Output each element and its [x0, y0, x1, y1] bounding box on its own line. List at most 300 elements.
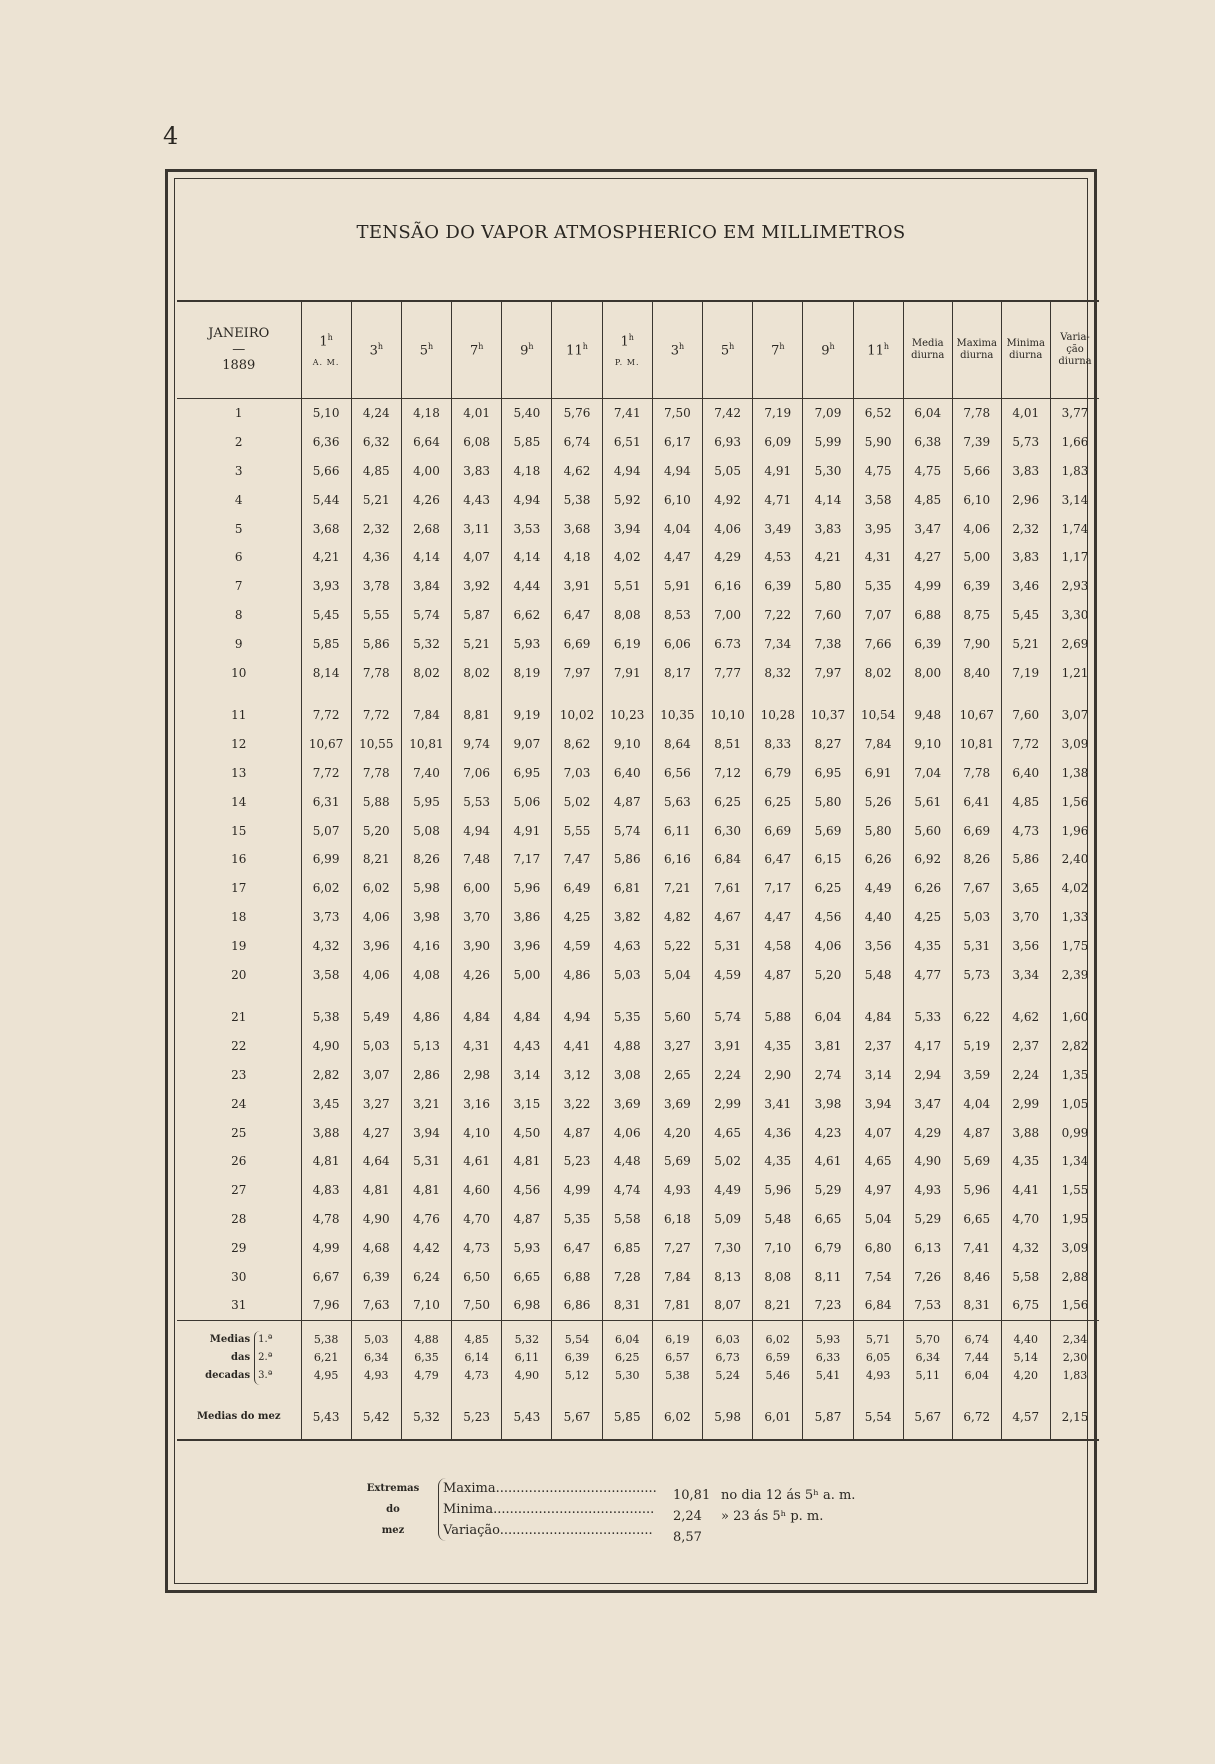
value-cell: 6,88 — [903, 601, 952, 630]
value-cell: 4,06 — [351, 903, 401, 932]
value-cell: 5,66 — [952, 457, 1001, 486]
month-average-value: 5,54 — [853, 1395, 903, 1440]
value-cell: 6,50 — [452, 1262, 502, 1291]
value-cell: 6,08 — [452, 428, 502, 457]
value-cell: 4,65 — [703, 1118, 753, 1147]
value-cell: 8,62 — [552, 730, 602, 759]
value-cell: 8,00 — [903, 658, 952, 687]
decade-value: 6,02 — [765, 1332, 791, 1346]
month-average-value: 5,32 — [401, 1395, 451, 1440]
value-cell: 6,24 — [401, 1262, 451, 1291]
value-cell: 4,75 — [903, 457, 952, 486]
value-cell: 4,06 — [351, 960, 401, 989]
hour-label — [503, 342, 550, 358]
day-cell: 30 — [231, 1269, 247, 1284]
value-cell: 7,39 — [952, 428, 1001, 457]
value-cell: 8,31 — [952, 1291, 1001, 1320]
decade-value: 4,90 — [514, 1368, 540, 1382]
value-cell: 5,29 — [803, 1176, 853, 1205]
decade-value: 6,39 — [564, 1350, 590, 1364]
value-cell: 5,58 — [1001, 1262, 1050, 1291]
spacer-cell — [351, 687, 401, 701]
decade-value: 6,03 — [715, 1332, 740, 1346]
value-cell: 5,30 — [803, 457, 853, 486]
value-cell: 7,60 — [1001, 701, 1050, 730]
value-cell: 2,39 — [1050, 960, 1099, 989]
value-cell: 6,10 — [652, 485, 702, 514]
extremes-label-1: Extremas — [366, 1483, 420, 1494]
value-cell: 2,93 — [1050, 572, 1099, 601]
value-cell: 3,58 — [853, 485, 903, 514]
value-cell: 4,23 — [803, 1118, 853, 1147]
hour-label — [604, 333, 651, 349]
value-cell: 4,94 — [502, 485, 552, 514]
value-cell: 6,39 — [753, 572, 803, 601]
value-cell: 6,40 — [1001, 759, 1050, 788]
value-cell: 4,01 — [1001, 399, 1050, 428]
value-cell: 3,53 — [502, 514, 552, 543]
value-cell: 6,69 — [552, 629, 602, 658]
value-cell: 6,11 — [652, 816, 702, 845]
decade-value-cell — [502, 1320, 552, 1395]
value-cell: 4,87 — [602, 787, 652, 816]
value-cell: 4,63 — [602, 931, 652, 960]
value-cell: 3,46 — [1001, 572, 1050, 601]
spacer-cell — [552, 687, 602, 701]
value-cell: 6,56 — [652, 759, 702, 788]
value-cell: 10,10 — [703, 701, 753, 730]
value-cell: 2,37 — [853, 1032, 903, 1061]
vapor-tension-table — [177, 300, 1099, 1441]
spacer-cell — [1050, 989, 1099, 1003]
decade-value: 6,19 — [665, 1332, 690, 1346]
value-cell: 7,47 — [552, 845, 602, 874]
value-cell: 4,86 — [401, 1003, 451, 1032]
month-average-value: 5,87 — [803, 1395, 853, 1440]
hour-header — [602, 301, 652, 399]
hour-label — [804, 342, 851, 358]
spacer-cell — [1001, 989, 1050, 1003]
decade-value: 6,04 — [614, 1332, 640, 1346]
value-cell: 4,61 — [803, 1147, 853, 1176]
decade-value: 4,20 — [1013, 1368, 1038, 1382]
month-header — [177, 301, 301, 399]
value-cell: 7,17 — [502, 845, 552, 874]
value-cell: 6,00 — [452, 874, 502, 903]
value-cell: 2,94 — [903, 1061, 952, 1090]
table-row — [177, 1262, 1099, 1291]
value-cell: 3,07 — [1050, 701, 1099, 730]
value-cell: 5,86 — [351, 629, 401, 658]
value-cell: 4,99 — [552, 1176, 602, 1205]
spacer-row — [177, 989, 1099, 1003]
decade-value-cell — [351, 1320, 401, 1395]
value-cell: 1,83 — [1050, 457, 1099, 486]
value-cell: 4,68 — [351, 1233, 401, 1262]
page-title: TENSÃO DO VAPOR ATMOSPHERICO EM MILLIMETROS — [356, 222, 906, 243]
value-cell: 6,95 — [502, 759, 552, 788]
value-cell: 5,44 — [301, 485, 351, 514]
value-cell: 4,18 — [401, 399, 451, 428]
value-cell: 8,19 — [502, 658, 552, 687]
value-cell: 5,35 — [552, 1205, 602, 1234]
decade-value: 6,21 — [313, 1350, 339, 1364]
spacer-cell — [1001, 687, 1050, 701]
day-cell: 28 — [231, 1211, 247, 1226]
value-cell: 4,76 — [401, 1205, 451, 1234]
value-cell: 4,61 — [452, 1147, 502, 1176]
value-cell: 3,68 — [301, 514, 351, 543]
value-cell: 7,84 — [853, 730, 903, 759]
table-wrap — [177, 300, 1091, 1441]
value-cell: 2,82 — [1050, 1032, 1099, 1061]
value-cell: 4,62 — [552, 457, 602, 486]
value-cell: 4,84 — [502, 1003, 552, 1032]
value-cell: 4,21 — [803, 543, 853, 572]
decade-value: 4,85 — [464, 1332, 489, 1346]
value-cell: 3,77 — [1050, 399, 1099, 428]
value-cell: 5,32 — [401, 629, 451, 658]
hour-header — [502, 301, 552, 399]
decade-value-cell — [753, 1320, 803, 1395]
decade-value: 6,14 — [464, 1350, 489, 1364]
value-cell: 7,41 — [602, 399, 652, 428]
hour-number: 7 — [469, 343, 479, 359]
value-cell: 4,08 — [401, 960, 451, 989]
value-cell: 6,36 — [301, 428, 351, 457]
value-cell: 3,41 — [753, 1089, 803, 1118]
day-cell: 26 — [231, 1154, 247, 1169]
table-row — [177, 572, 1099, 601]
value-cell: 5,60 — [652, 1003, 702, 1032]
decade-value: 6,11 — [514, 1350, 540, 1364]
value-cell: 1,74 — [1050, 514, 1099, 543]
spacer-cell — [401, 687, 451, 701]
value-cell: 5,29 — [903, 1205, 952, 1234]
value-cell: 2,88 — [1050, 1262, 1099, 1291]
value-cell: 4,07 — [853, 1118, 903, 1147]
value-cell: 4,06 — [803, 931, 853, 960]
value-cell: 5,90 — [853, 428, 903, 457]
value-cell: 8,27 — [803, 730, 853, 759]
value-cell: 5,53 — [452, 787, 502, 816]
value-cell: 5,07 — [301, 816, 351, 845]
value-cell: 4,43 — [502, 1032, 552, 1061]
value-cell: 4,78 — [301, 1205, 351, 1234]
value-cell: 2,90 — [753, 1061, 803, 1090]
table-row — [177, 787, 1099, 816]
value-cell: 6,86 — [552, 1291, 602, 1320]
table-row — [177, 931, 1099, 960]
value-cell: 5,80 — [803, 572, 853, 601]
day-cell: 17 — [231, 881, 247, 896]
spacer-cell — [452, 687, 502, 701]
spacer-cell — [703, 989, 753, 1003]
media-diurna-header: Media diurna — [903, 301, 952, 399]
value-cell: 5,85 — [301, 629, 351, 658]
value-cell: 5,04 — [652, 960, 702, 989]
value-cell: 5,06 — [502, 787, 552, 816]
value-cell: 4,04 — [952, 1089, 1001, 1118]
decade-value: 5,93 — [815, 1332, 841, 1346]
value-cell: 2,68 — [401, 514, 451, 543]
value-cell: 1,34 — [1050, 1147, 1099, 1176]
value-cell: 2,40 — [1050, 845, 1099, 874]
value-cell: 4,77 — [903, 960, 952, 989]
day-cell: 21 — [231, 1010, 247, 1025]
value-cell: 6,65 — [502, 1262, 552, 1291]
extremes-rows — [438, 1478, 856, 1545]
hour-header — [853, 301, 903, 399]
value-cell: 3,07 — [351, 1061, 401, 1090]
value-cell: 3,78 — [351, 572, 401, 601]
value-cell: 6,26 — [853, 845, 903, 874]
extreme-value: 10,81 — [673, 1488, 711, 1503]
hour-number: 7 — [771, 343, 780, 359]
value-cell: 6,95 — [803, 759, 853, 788]
minima-diurna-header: Minima diurna — [1001, 301, 1050, 399]
value-cell: 4,84 — [452, 1003, 502, 1032]
spacer-cell — [853, 687, 903, 701]
value-cell: 1,75 — [1050, 931, 1099, 960]
value-cell: 2,82 — [301, 1061, 351, 1090]
day-cell: 3 — [234, 463, 243, 478]
spacer-cell — [552, 989, 602, 1003]
value-cell: 4,81 — [351, 1176, 401, 1205]
value-cell: 4,75 — [853, 457, 903, 486]
value-cell: 5,96 — [952, 1176, 1001, 1205]
value-cell: 4,74 — [602, 1176, 652, 1205]
extreme-value: 8,57 — [673, 1530, 702, 1545]
value-cell: 4,99 — [903, 572, 952, 601]
value-cell: 5,03 — [602, 960, 652, 989]
value-cell: 7,53 — [903, 1291, 952, 1320]
value-cell: 5,13 — [401, 1032, 451, 1061]
value-cell: 3,27 — [652, 1032, 702, 1061]
extreme-desc: no dia 12 ás 5ʰ a. m. — [721, 1488, 856, 1503]
spacer-cell — [177, 989, 301, 1003]
value-cell: 6,74 — [552, 428, 602, 457]
value-cell: 6,26 — [903, 874, 952, 903]
month-average-row — [177, 1395, 1099, 1440]
decade-value: 6,25 — [614, 1350, 640, 1364]
value-cell: 4,87 — [502, 1205, 552, 1234]
table-row — [177, 730, 1099, 759]
value-cell: 3,90 — [452, 931, 502, 960]
value-cell: 5,21 — [452, 629, 502, 658]
value-cell: 7,21 — [652, 874, 702, 903]
value-cell: 9,10 — [602, 730, 652, 759]
value-cell: 8,33 — [753, 730, 803, 759]
hour-number: 11 — [867, 343, 884, 359]
decade-value-cell — [301, 1320, 351, 1395]
value-cell: 3,69 — [602, 1089, 652, 1118]
day-cell: 31 — [231, 1298, 247, 1313]
day-cell: 20 — [231, 967, 247, 982]
table-row — [177, 1003, 1099, 1032]
value-cell: 7,91 — [602, 658, 652, 687]
decade-label — [205, 1331, 250, 1385]
day-cell: 1 — [234, 406, 243, 421]
decade-value-cell — [602, 1320, 652, 1395]
value-cell: 7,22 — [753, 601, 803, 630]
value-cell: 7,78 — [952, 759, 1001, 788]
value-cell: 1,21 — [1050, 658, 1099, 687]
value-cell: 5,51 — [602, 572, 652, 601]
value-cell: 4,36 — [753, 1118, 803, 1147]
value-cell: 7,19 — [1001, 658, 1050, 687]
hour-number: 9 — [821, 343, 830, 359]
value-cell: 4,94 — [652, 457, 702, 486]
value-cell: 5,58 — [602, 1205, 652, 1234]
value-cell: 7,72 — [301, 701, 351, 730]
value-cell: 4,70 — [452, 1205, 502, 1234]
value-cell: 7,63 — [351, 1291, 401, 1320]
value-cell: 6,65 — [803, 1205, 853, 1234]
value-cell: 4,07 — [452, 543, 502, 572]
value-cell: 10,28 — [753, 701, 803, 730]
hour-number: 1 — [620, 334, 629, 350]
value-cell: 8,13 — [703, 1262, 753, 1291]
month-year: 1889 — [222, 358, 256, 373]
value-cell: 8,21 — [351, 845, 401, 874]
value-cell: 6,47 — [552, 1233, 602, 1262]
hour-header — [301, 301, 351, 399]
value-cell: 7,84 — [401, 701, 451, 730]
value-cell: 10,23 — [602, 701, 652, 730]
spacer-cell — [753, 989, 803, 1003]
spacer-cell — [401, 989, 451, 1003]
value-cell: 3,83 — [1001, 543, 1050, 572]
value-cell: 4,87 — [952, 1118, 1001, 1147]
value-cell: 2,65 — [652, 1061, 702, 1090]
value-cell: 5,31 — [401, 1147, 451, 1176]
value-cell: 5,85 — [502, 428, 552, 457]
value-cell: 9,74 — [452, 730, 502, 759]
value-cell: 6,25 — [803, 874, 853, 903]
value-cell: 4,86 — [552, 960, 602, 989]
hour-number: 1 — [319, 334, 328, 350]
value-cell: 4,99 — [301, 1233, 351, 1262]
value-cell: 3,56 — [1001, 931, 1050, 960]
spacer-cell — [803, 989, 853, 1003]
value-cell: 7,03 — [552, 759, 602, 788]
value-cell: 6,79 — [803, 1233, 853, 1262]
value-cell: 8,53 — [652, 601, 702, 630]
value-cell: 7,50 — [452, 1291, 502, 1320]
value-cell: 4,35 — [753, 1032, 803, 1061]
spacer-cell — [952, 687, 1001, 701]
value-cell: 6,75 — [1001, 1291, 1050, 1320]
spacer-row — [177, 687, 1099, 701]
value-cell: 10,81 — [401, 730, 451, 759]
value-cell: 7,50 — [652, 399, 702, 428]
value-cell: 4,35 — [1001, 1147, 1050, 1176]
day-cell: 29 — [231, 1240, 247, 1255]
hour-number: 5 — [419, 343, 429, 359]
spacer-cell — [903, 687, 952, 701]
value-cell: 4,06 — [703, 514, 753, 543]
value-cell: 7,38 — [803, 629, 853, 658]
value-cell: 5,60 — [903, 816, 952, 845]
value-cell: 9,10 — [903, 730, 952, 759]
value-cell: 6,13 — [903, 1233, 952, 1262]
decade-value: 6,33 — [815, 1350, 841, 1364]
value-cell: 6,39 — [903, 629, 952, 658]
value-cell: 6,25 — [703, 787, 753, 816]
value-cell: 4,87 — [753, 960, 803, 989]
value-cell: 1,66 — [1050, 428, 1099, 457]
value-cell: 3,58 — [301, 960, 351, 989]
value-cell: 4,81 — [301, 1147, 351, 1176]
table-row — [177, 1147, 1099, 1176]
value-cell: 6,39 — [952, 572, 1001, 601]
value-cell: 5,80 — [803, 787, 853, 816]
hour-header — [803, 301, 853, 399]
value-cell: 4,59 — [703, 960, 753, 989]
value-cell: 7,23 — [803, 1291, 853, 1320]
value-cell: 6,49 — [552, 874, 602, 903]
value-cell: 8,14 — [301, 658, 351, 687]
decade-value: 6,05 — [865, 1350, 891, 1364]
value-cell: 4,58 — [753, 931, 803, 960]
value-cell: 7,60 — [803, 601, 853, 630]
spacer-cell — [1050, 687, 1099, 701]
month-average-value: 5,85 — [602, 1395, 652, 1440]
value-cell: 1,95 — [1050, 1205, 1099, 1234]
spacer-cell — [351, 989, 401, 1003]
value-cell: 5,20 — [351, 816, 401, 845]
value-cell: 3,98 — [803, 1089, 853, 1118]
value-cell: 4,47 — [753, 903, 803, 932]
spacer-cell — [301, 989, 351, 1003]
value-cell: 5,04 — [853, 1205, 903, 1234]
value-cell: 7,00 — [703, 601, 753, 630]
value-cell: 9,19 — [502, 701, 552, 730]
value-cell: 5,55 — [552, 816, 602, 845]
hour-suffix: h — [582, 341, 588, 351]
value-cell: 5,38 — [552, 485, 602, 514]
hour-header — [652, 301, 702, 399]
table-row — [177, 485, 1099, 514]
decade-value-cell — [903, 1320, 952, 1395]
value-cell: 3,68 — [552, 514, 602, 543]
value-cell: 6,64 — [401, 428, 451, 457]
decade-value: 7,44 — [964, 1350, 989, 1364]
decade-value: 6,04 — [964, 1368, 989, 1382]
value-cell: 4,18 — [552, 543, 602, 572]
value-cell: 7,78 — [351, 759, 401, 788]
value-cell: 3,94 — [853, 1089, 903, 1118]
value-cell: 5,20 — [803, 960, 853, 989]
value-cell: 3,21 — [401, 1089, 451, 1118]
table-row — [177, 759, 1099, 788]
hour-number: 3 — [670, 343, 679, 359]
value-cell: 3,09 — [1050, 1233, 1099, 1262]
value-cell: 3,91 — [552, 572, 602, 601]
value-cell: 7,66 — [853, 629, 903, 658]
value-cell: 6,10 — [952, 485, 1001, 514]
value-cell: 3,22 — [552, 1089, 602, 1118]
value-cell: 8,26 — [952, 845, 1001, 874]
value-cell: 4,64 — [351, 1147, 401, 1176]
value-cell: 2,86 — [401, 1061, 451, 1090]
value-cell: 5,74 — [703, 1003, 753, 1032]
value-cell: 5,33 — [903, 1003, 952, 1032]
day-cell: 7 — [234, 579, 243, 594]
decade-value: 1,83 — [1062, 1368, 1088, 1382]
value-cell: 7,78 — [351, 658, 401, 687]
